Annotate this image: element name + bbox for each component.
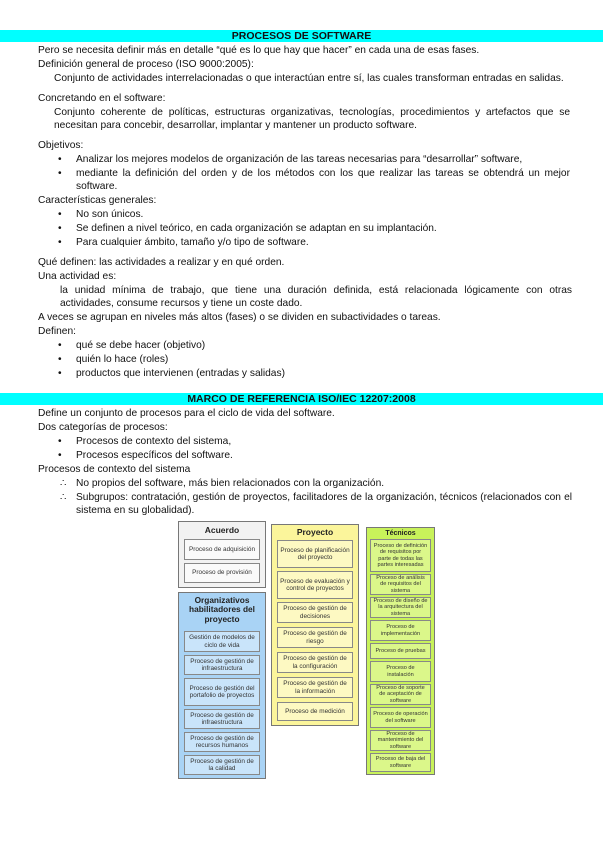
actividad-label: Una actividad es:: [38, 271, 117, 282]
list-item: • Analizar los mejores modelos de organización de las tareas necesarias para “desarrollar” software,: [76, 153, 522, 166]
process-box: Proceso de gestión de decisiones: [277, 602, 353, 623]
process-box: Proceso de operación del software: [370, 707, 431, 728]
process-box: Proceso de provisión: [184, 563, 260, 583]
list-item: ∴ No propios del software, más bien relacionados con la organización.: [76, 477, 384, 490]
caracteristicas-label: Características generales:: [38, 195, 157, 206]
text-line: Concretando en el software:: [38, 93, 166, 104]
column-title: Organizativos habilitadores del proyecto: [189, 595, 255, 624]
text-paragraph: Conjunto coherente de políticas, estructuras organizativas, tecnologías, procedimientos y artefactos que se necesitan para concebir, desarrollar, implantar y mantener un producto software.: [54, 107, 570, 132]
text-line: Conjunto de actividades interrelacionadas o que interactúan entre sí, las cuales transforman entradas en salidas.: [54, 73, 564, 84]
section-title-procesos: PROCESOS DE SOFTWARE: [0, 30, 603, 42]
process-box: Proceso de medición: [277, 702, 353, 721]
column-acuerdo: [178, 521, 266, 588]
column-organizativos: [178, 592, 266, 779]
text-line: Procesos de contexto del sistema: [38, 464, 191, 475]
column-proyecto: [271, 524, 359, 726]
definen-label: Definen:: [38, 326, 76, 337]
process-box: Proceso de evaluación y control de proyectos: [277, 571, 353, 599]
list-item: • mediante la definición del orden y de los métodos con los que realizar las tareas se obtendrá un mejor software.: [76, 167, 570, 194]
list-item: • Para cualquier ámbito, tamaño y/o tipo de software.: [76, 236, 309, 249]
process-box: Proceso de implementación: [370, 620, 431, 641]
process-box: Proceso de gestión de la información: [277, 677, 353, 698]
process-box: Proceso de gestión de la configuración: [277, 652, 353, 673]
list-item: ∴ Subgrupos: contratación, gestión de proyectos, facilitadores de la organización, técnicos (relacionados con el sistema en su globalidad).: [76, 491, 572, 518]
list-item: • Procesos de contexto del sistema,: [76, 435, 231, 448]
process-box: Proceso de definición de requisitos por parte de todas las partes interesadas: [370, 539, 431, 572]
column-title: Técnicos: [385, 530, 416, 537]
column-title: Acuerdo: [204, 525, 240, 535]
process-box: Proceso de diseño de la arquitectura del sistema: [370, 597, 431, 618]
list-item: • quién lo hace (roles): [76, 353, 168, 366]
text-line: A veces se agrupan en niveles más altos (fases) o se dividen en subactividades o tareas.: [38, 312, 441, 323]
text-line: Definición general de proceso (ISO 9000:2005):: [38, 59, 254, 70]
list-item: • No son únicos.: [76, 208, 143, 221]
list-item: • Se definen a nivel teórico, en cada organización se adaptan en su implantación.: [76, 222, 437, 235]
column-tecnicos: [366, 527, 435, 775]
text-line: Define un conjunto de procesos para el ciclo de vida del software.: [38, 408, 335, 419]
section-title-iso: MARCO DE REFERENCIA ISO/IEC 12207:2008: [0, 393, 603, 405]
objetivos-label: Objetivos:: [38, 140, 84, 151]
process-box: Proceso de gestión del portafolio de proyectos: [184, 678, 260, 706]
text-line: Dos categorías de procesos:: [38, 422, 168, 433]
process-box: Proceso de planificación del proyecto: [277, 540, 353, 568]
process-box: Gestión de modelos de ciclo de vida: [184, 631, 260, 652]
process-box: Proceso de adquisición: [184, 539, 260, 560]
process-box: Proceso de baja del software: [370, 753, 431, 772]
text-paragraph: la unidad mínima de trabajo, que tiene una duración definida, está relacionada lógicamente con otras actividades, consume recursos y tiene un coste dado.: [60, 285, 572, 310]
process-box: Proceso de análisis de requisitos del sistema: [370, 574, 431, 595]
list-item: • qué se debe hacer (objetivo): [76, 339, 205, 352]
process-box: Proceso de mantenimiento del software: [370, 730, 431, 751]
process-box: Proceso de pruebas: [370, 643, 431, 659]
list-item: • productos que intervienen (entradas y salidas): [76, 367, 285, 380]
process-box: Proceso de gestión de la calidad: [184, 755, 260, 775]
process-box: Proceso de gestión de infraestructura: [184, 655, 260, 675]
process-box: Proceso de gestión de infraestructura: [184, 709, 260, 729]
text-line: Qué definen: las actividades a realizar y en qué orden.: [38, 257, 285, 268]
process-box: Proceso de instalación: [370, 661, 431, 682]
process-box: Proceso de gestión de recursos humanos: [184, 732, 260, 752]
process-box: Proceso de soporte de aceptación de software: [370, 684, 431, 705]
process-box: Proceso de gestión de riesgo: [277, 627, 353, 648]
list-item: • Procesos específicos del software.: [76, 449, 233, 462]
process-diagram: [178, 521, 440, 779]
text-line: Pero se necesita definir más en detalle “qué es lo que hay que hacer” en cada una de esas fases.: [38, 45, 480, 56]
column-title: Proyecto: [296, 527, 334, 537]
